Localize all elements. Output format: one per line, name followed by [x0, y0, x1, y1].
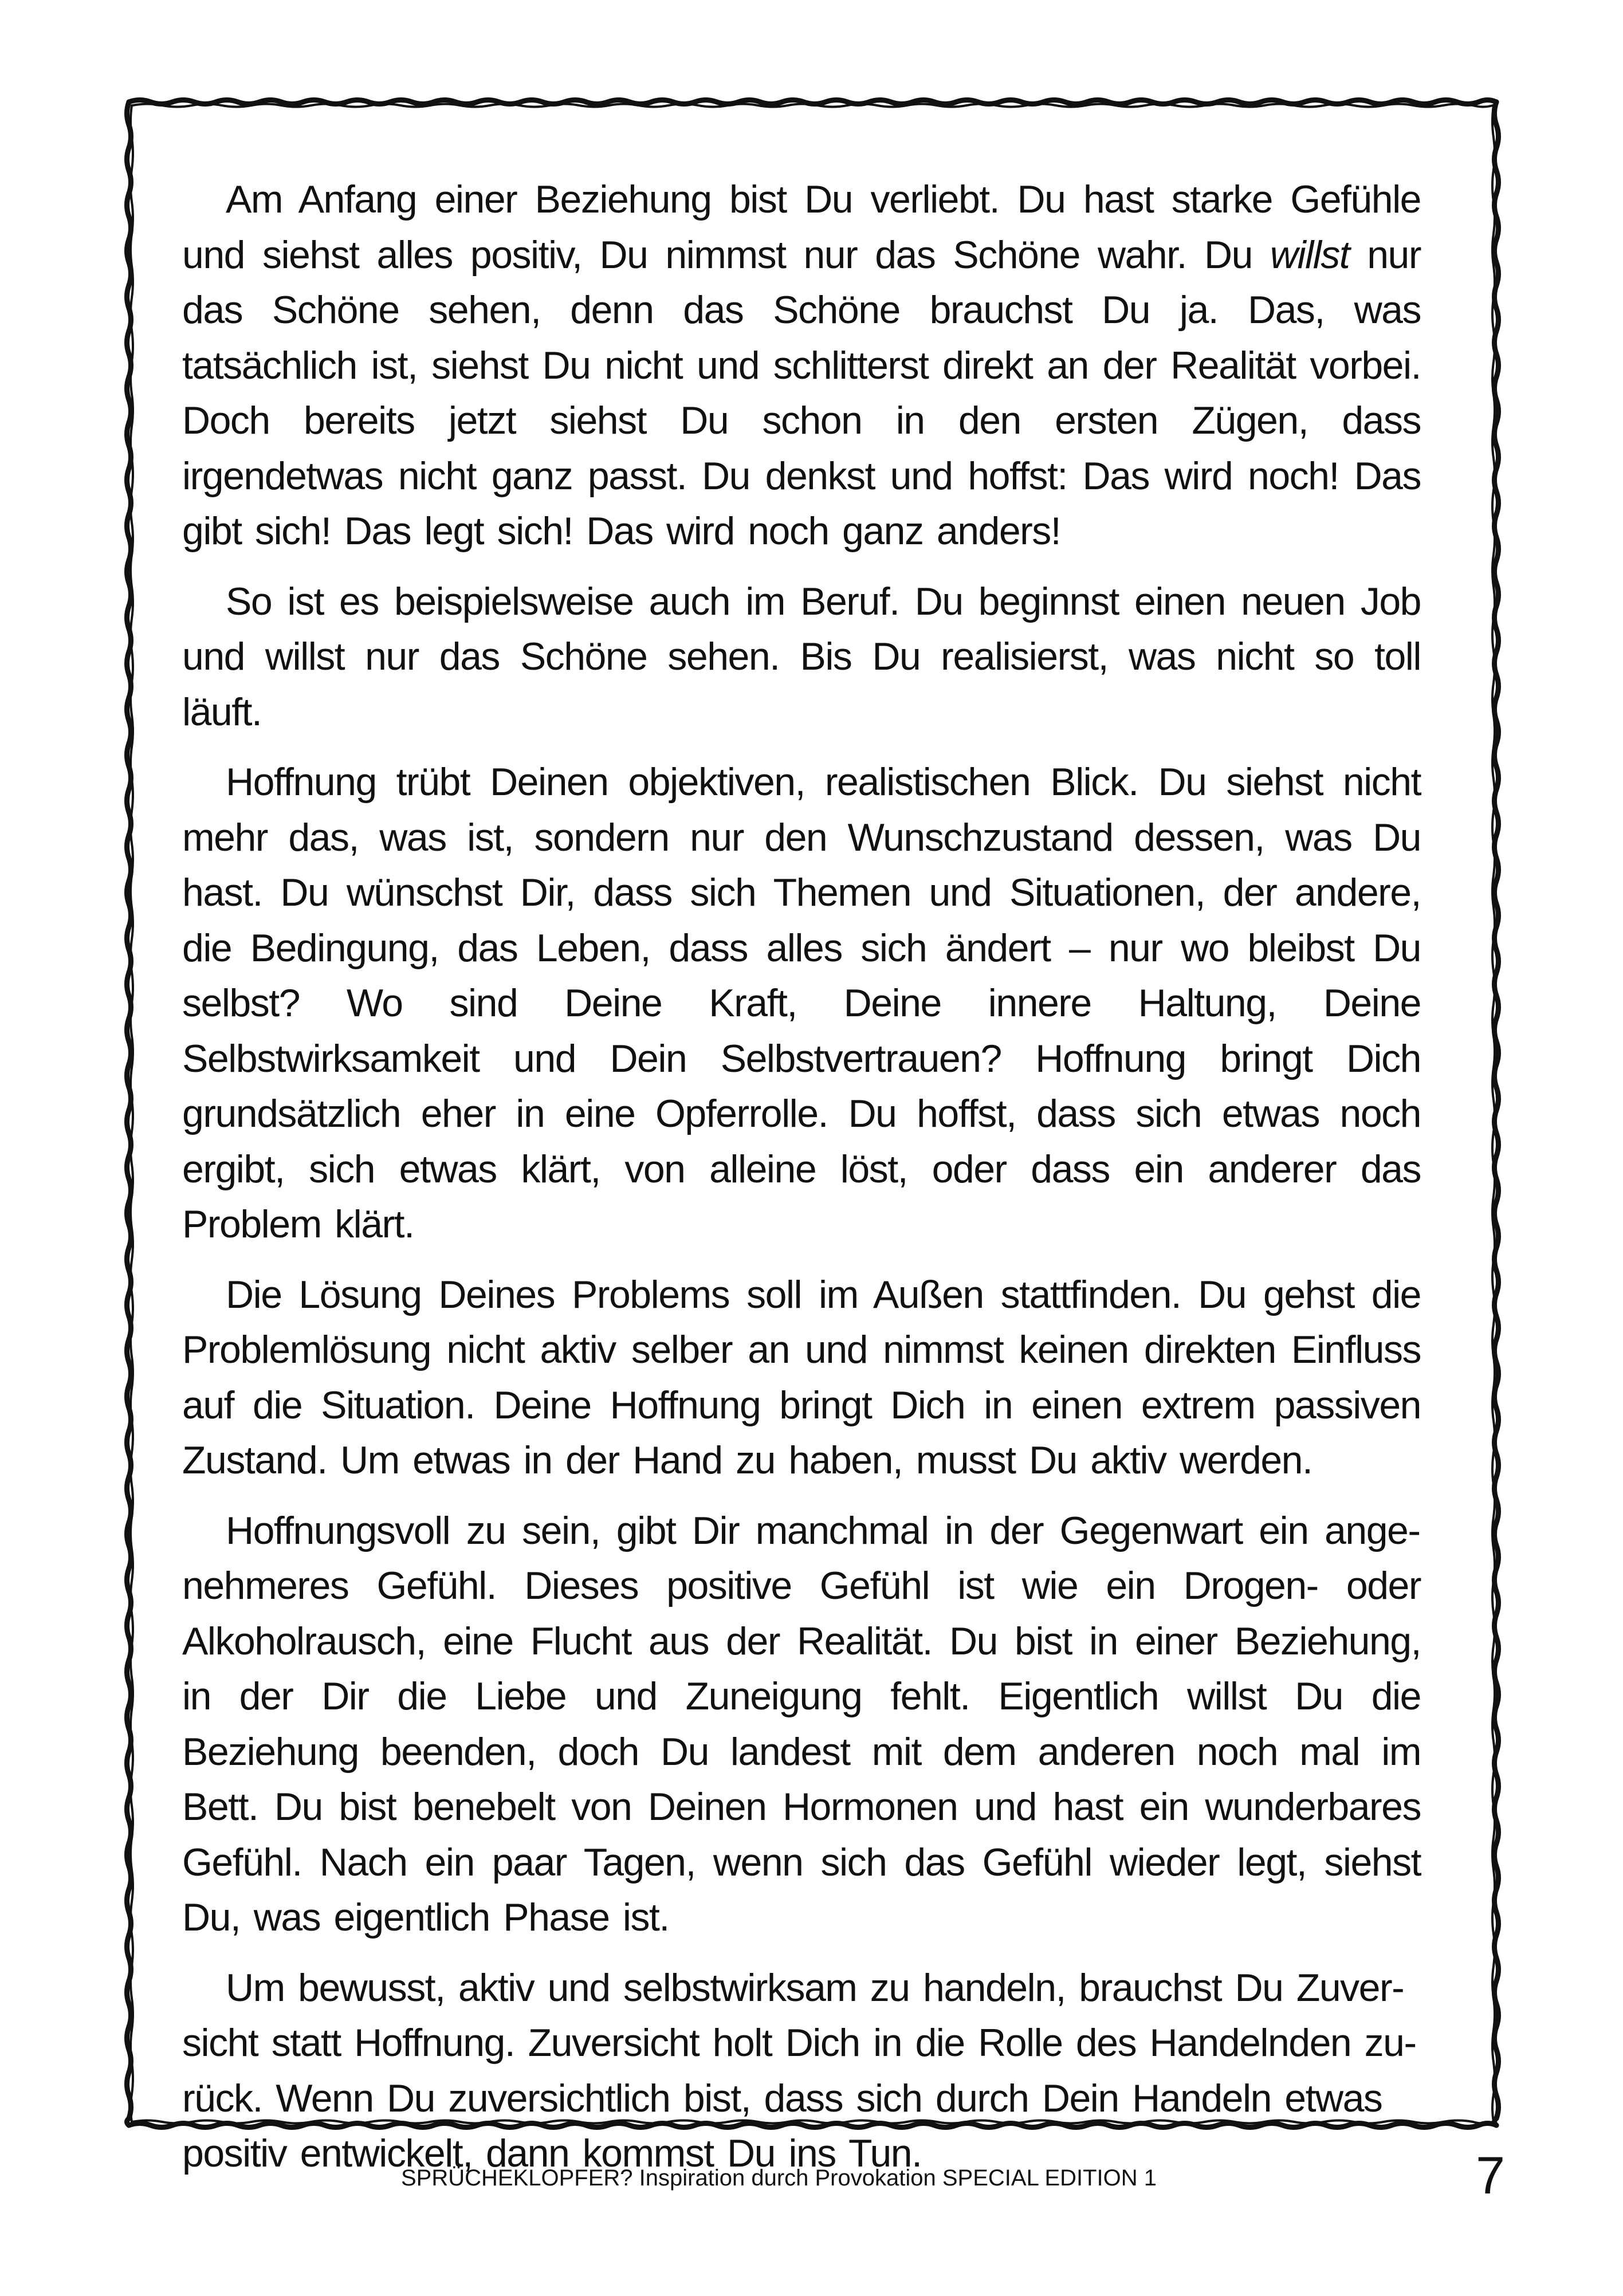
footer-book-title: SPRÜCHEKLOPFER? Inspiration durch Provokation SPECIAL EDITION 1	[401, 2165, 1157, 2191]
paragraph-1	[182, 172, 1421, 559]
page-number: 7	[1476, 2146, 1506, 2205]
paragraph-5: Hoffnungsvoll zu sein, gibt Dir manchmal in der Gegenwart ein angenehmeres Gefühl. Dieses positive Gefühl ist wie ein Drogen- oder Alkoholrausch, eine Flucht aus der Realität. Du bist in einer Beziehung, in der Dir die Liebe und Zuneigung fehlt. Eigentlich willst Du die Beziehung beenden, doch Du landest mit dem anderen noch mal im Bett. Du bist benebelt von Deinen Hormonen und hast ein wunderbares Gefühl. Nach ein paar Tagen, wenn sich das Gefühl wieder legt, siehst Du, was eigentlich Phase ist.	[182, 1508, 1421, 1939]
paragraph-1-start: Am Anfang einer Beziehung bist Du verliebt. Du hast starke Gefühle und siehst alles positiv, Du nimmst nur das Schöne wahr. Du	[182, 178, 1421, 277]
frame-left-edge	[127, 102, 131, 2125]
paragraph-4: Die Lösung Deines Problems soll im Außen stattfinden. Du gehst die Problemlösung nicht aktiv selber an und nimmst keinen direkten Einfluss auf die Situation. Deine Hoffnung bringt Dich in einen extrem passiven Zustand. Um etwas in der Hand zu haben, musst Du aktiv werden.	[182, 1272, 1421, 1482]
body-text	[182, 172, 1421, 2196]
paragraph-6: Um bewusst, aktiv und selbstwirksam zu handeln, brauchst Du Zuversicht statt Hoffnung. Zuversicht holt Dich in die Rolle des Handelnden zurück. Wenn Du zuversichtlich bist, dass sich durch Dein Handeln etwas positiv entwickelt, dann kommst Du ins Tun.	[182, 1965, 1417, 2175]
paragraph-1-emphasis: willst	[1270, 233, 1350, 277]
paragraph-2: So ist es beispielsweise auch im Beruf. Du beginnst einen neuen Job und willst nur das Schöne sehen. Bis Du realisierst, was nicht so toll läuft.	[182, 579, 1421, 734]
paragraph-3: Hoffnung trübt Deinen objektiven, realistischen Blick. Du siehst nicht mehr das, was ist, sondern nur den Wunschzustand dessen, was Du hast. Du wünschst Dir, dass sich Themen und Situationen, der andere, die Bedingung, das Leben, dass alles sich ändert – nur wo bleibst Du selbst? Wo sind Deine Kraft, Deine innere Haltung, Deine Selbstwirksamkeit und Dein Selbstvertrauen? Hoffnung bringt Dich grundsätzlich eher in eine Opferrolle. Du hoffst, dass sich etwas noch ergibt, sich etwas klärt, von alleine löst, oder dass ein anderer das Problem klärt.	[182, 760, 1421, 1246]
paragraph-1-end: nur das Schöne sehen, denn das Schöne brauchst Du ja. Das, was tatsächlich ist, siehst Du nicht und schlitterst direkt an der Realität vorbei. Doch bereits jetzt siehst Du schon in den ersten Zügen, dass irgendetwas nicht ganz passt. Du denkst und hoffst: Das wird noch! Das gibt sich! Das legt sich! Das wird noch ganz anders!	[182, 233, 1421, 553]
